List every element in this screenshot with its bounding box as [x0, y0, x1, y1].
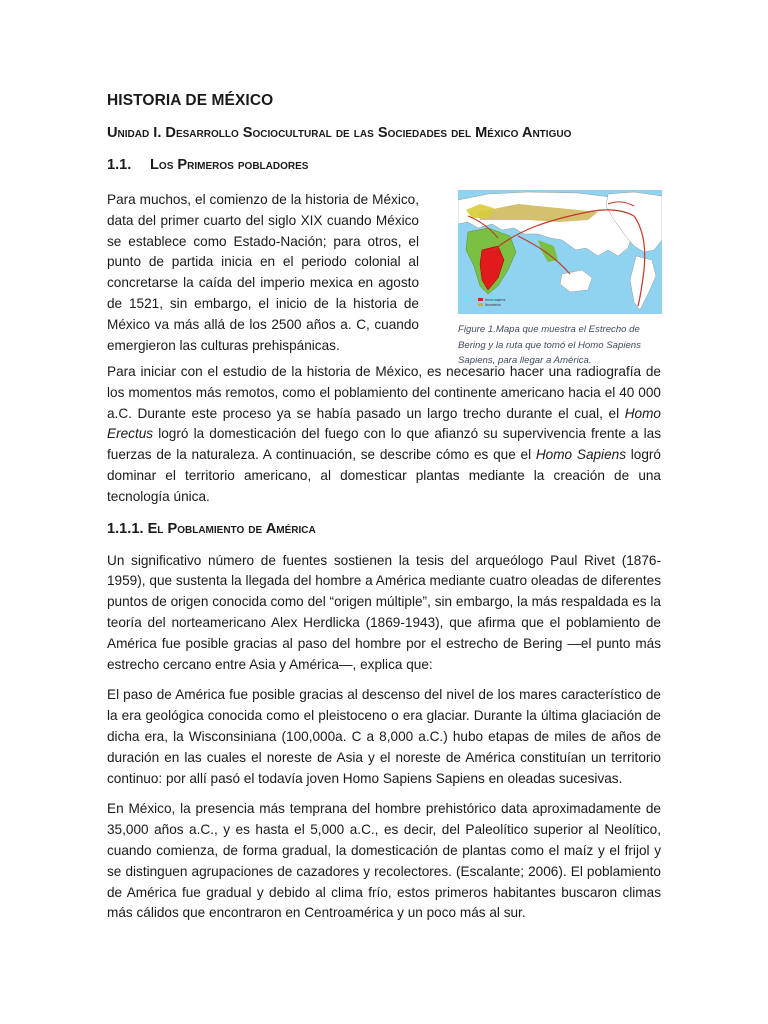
map-legend-label: Homo sapiens: [485, 298, 506, 302]
map-legend-label: Neandertal: [485, 303, 501, 307]
italic-term: Homo Sapiens: [535, 447, 626, 463]
paragraph-text: logró la domesticación del fuego con lo que afianzó su supervivencia frente a las fuerzas de la naturaleza. A continuación, se describe cómo es que el: [107, 426, 661, 463]
section-title: Los Primeros pobladores: [150, 157, 309, 173]
paragraph-text: logró dominar el territorio americano, al domesticar plantas mediante la creación de una tecnología única.: [107, 447, 661, 504]
world-map-graphic: [458, 190, 662, 314]
document-title: HISTORIA DE MÉXICO: [107, 92, 274, 109]
body-paragraph: [107, 362, 661, 508]
intro-block: [107, 190, 661, 367]
unit-title: Unidad I. Desarrollo Sociocultural de las Sociedades del México Antiguo: [107, 125, 572, 141]
paragraph-text: Para iniciar con el estudio de la historia de México, es necesario hacer una radiografía de los momentos más remotos, como el poblamiento del continente americano hacia el 40 000 a.C. Durante este proceso ya se había pasado un largo trecho durante el cual, el: [107, 364, 661, 421]
intro-paragraph: Para muchos, el comienzo de la historia de México, data del primer cuarto del siglo XIX cuando México se establece como Estado-Nación; para otros, el punto de partida inicia en el periodo colonial al concretarse la caída del imperio mexica en agosto de 1521, sin embargo, el inicio de la historia de México va más allá de los 2500 años a. C, cuando emergieron las culturas prehispánicas.: [107, 192, 419, 353]
subsection-number: 1.1.1.: [107, 520, 144, 537]
body-paragraph: Un significativo número de fuentes sostienen la tesis del arqueólogo Paul Rivet (1876-1959), que sustenta la llegada del hombre a América mediante cuatro oleadas de diferentes puntos de origen conocida como del “origen múltiple”, sin embargo, la más respaldada es la teoría del norteamericano Alex Herdlicka (1869-1943), que afirma que el poblamiento de América fue posible gracias al paso del hombre por el estrecho de Bering —el punto más estrecho cercano entre Asia y América—, explica que:: [107, 552, 661, 672]
section-number: 1.1.: [107, 157, 132, 173]
subsection-title: El Poblamiento de América: [147, 520, 316, 537]
subsection-heading: [107, 521, 661, 537]
italic-term: Homo Erectus: [107, 405, 661, 442]
quote-paragraph: El paso de América fue posible gracias al descenso del nivel de los mares característico de la era geológica conocida como el pleistoceno o era glaciar. Durante la última glaciación de dicha era, la Wisconsiniana (100,000a. C a 8,000 a.C.) hubo etapas de miles de años de duración en las cuales el noreste de Asia y el noreste de América constituían un territorio continuo: por allí pasó el todavía joven Homo Sapiens Sapiens en oleadas sucesivas.: [107, 687, 661, 786]
migration-map-image: [458, 190, 662, 314]
document-body: [107, 92, 661, 934]
section-heading: [107, 157, 661, 173]
body-paragraph: En México, la presencia más temprana del hombre prehistórico data aproximadamente de 35,000 años a.C., y es hasta el 5,000 a.C., es decir, del Paleolítico superior al Neolítico, cuando comienza, de forma gradual, la domesticación de plantas como el maíz y el frijol y se distinguen agrupaciones de cazadores y recolectores. (Escalante; 2006). El poblamiento de América fue gradual y debido al clima frío, estos primeros habitantes buscaron climas más cálidos que encontraron en Centroamérica y un poco más al sur.: [107, 801, 661, 921]
figure-1: [458, 190, 662, 369]
figure-caption: Figure 1.Mapa que muestra el Estrecho de Bering y la ruta que tomó el Homo Sapiens Sapiens, para llegar a América.: [458, 324, 641, 367]
